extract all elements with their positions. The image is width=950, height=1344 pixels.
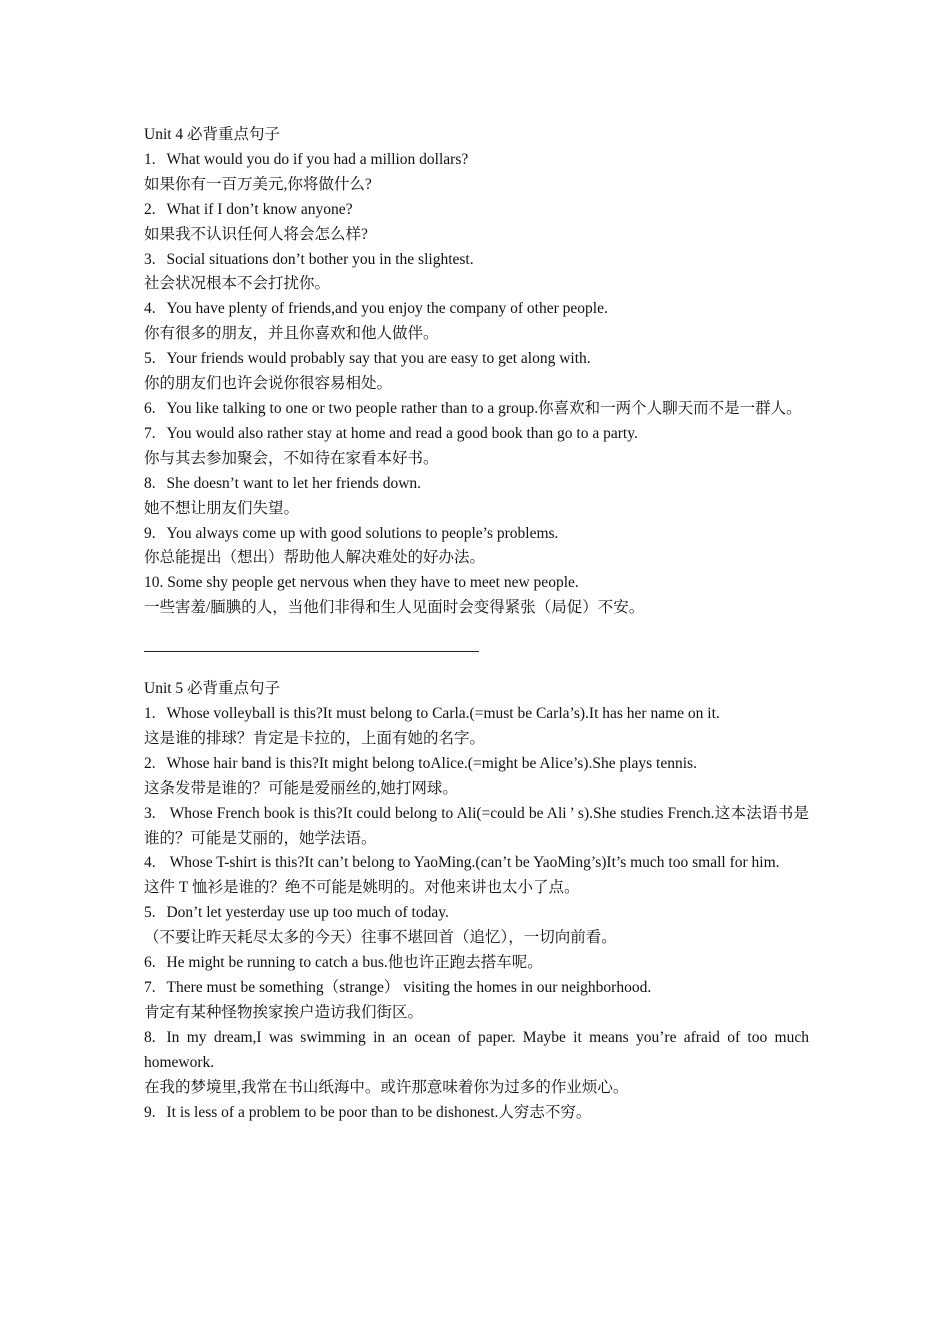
unit5-item-5-en: 5. Don’t let yesterday use up too much of today. <box>144 904 449 922</box>
unit5-heading: Unit 5 必背重点句子 <box>144 680 281 698</box>
unit4-item-10-en: 10. Some shy people get nervous when they have to meet new people. <box>144 574 579 592</box>
unit4-item-5-en: 5. Your friends would probably say that you are easy to get along with. <box>144 350 591 368</box>
unit5-item-1-zh: 这是谁的排球？肯定是卡拉的，上面有她的名字。 <box>144 729 486 747</box>
unit4-item-6-en: 6. You like talking to one or two people rather than to a group.你喜欢和一两个人聊天而不是一群人。 <box>144 399 802 417</box>
unit5-item-5-zh: （不要让昨天耗尽太多的今天）往事不堪回首（追忆），一切向前看。 <box>144 929 617 947</box>
unit4-item-4-en: 4. You have plenty of friends,and you enjoy the company of other people. <box>144 300 608 318</box>
unit5-item-2-en: 2. Whose hair band is this?It might belong toAlice.(=might be Alice’s).She plays tennis. <box>144 754 697 772</box>
unit5-item-4-en: 4. Whose T-shirt is this?It can’t belong to YaoMing.(can’t be YaoMing’s)It’s much too small for him. <box>144 854 780 872</box>
unit5-item-8-zh: 在我的梦境里,我常在书山纸海中。或许那意味着你为过多的作业烦心。 <box>144 1078 629 1096</box>
unit5-item-6-en: 6. He might be running to catch a bus.他也许正跑去搭车呢。 <box>144 954 543 972</box>
section-divider <box>144 651 479 652</box>
unit4-item-2-en: 2. What if I don’t know anyone? <box>144 200 353 218</box>
unit4-heading: Unit 4 必背重点句子 <box>144 126 281 143</box>
unit5-item-3-en: 3. Whose French book is this?It could belong to Ali(=could be Ali ’ s).She studies French.这本法语书是谁的？可能是艾丽的，她学法语。 <box>144 804 809 847</box>
unit5-item-9-en: 9. It is less of a problem to be poor than to be dishonest.人穷志不穷。 <box>144 1103 592 1121</box>
document-page <box>144 123 813 1125</box>
unit4-item-7-en: 7. You would also rather stay at home and read a good book than go to a party. <box>144 424 638 442</box>
unit5-item-4-zh: 这件 T 恤衫是谁的？绝不可能是姚明的。对他来讲也太小了点。 <box>144 879 580 897</box>
unit4-item-10-zh: 一些害羞/腼腆的人，当他们非得和生人见面时会变得紧张（局促）不安。 <box>144 599 645 617</box>
unit5-item-7-en: 7. There must be something（strange） visiting the homes in our neighborhood. <box>144 979 652 996</box>
unit4-item-2-zh: 如果我不认识任何人将会怎么样? <box>144 225 368 243</box>
unit4-item-1-zh: 如果你有一百万美元,你将做什么? <box>144 175 372 193</box>
unit4-item-9-zh: 你总能提出（想出）帮助他人解决难处的好办法。 <box>144 549 486 567</box>
unit4-item-9-en: 9. You always come up with good solutions to people’s problems. <box>144 524 559 542</box>
unit5-item-8-en: 8. In my dream,I was swimming in an ocean of paper. Maybe it means you’re afraid of too much homework. <box>144 1028 813 1071</box>
unit4-item-1-en: 1. What would you do if you had a million dollars? <box>144 150 469 168</box>
unit4-item-8-en: 8. She doesn’t want to let her friends down. <box>144 474 422 492</box>
unit4-item-7-zh: 你与其去参加聚会，不如待在家看本好书。 <box>144 449 439 467</box>
unit4-item-3-zh: 社会状况根本不会打扰你。 <box>144 275 331 293</box>
unit4-item-3-en: 3. Social situations don’t bother you in the slightest. <box>144 250 474 268</box>
unit4-item-4-zh: 你有很多的朋友，并且你喜欢和他人做伴。 <box>144 325 439 343</box>
unit5-item-2-zh: 这条发带是谁的？可能是爱丽丝的,她打网球。 <box>144 779 458 797</box>
unit4-list <box>144 148 809 621</box>
unit5-item-1-en: 1. Whose volleyball is this?It must belong to Carla.(=must be Carla’s).It has her name on it. <box>144 705 720 723</box>
unit4-item-8-zh: 她不想让朋友们失望。 <box>144 499 300 517</box>
unit5-list <box>144 702 813 1125</box>
unit5-item-7-zh: 肯定有某种怪物挨家挨户造访我们街区。 <box>144 1003 424 1021</box>
unit4-item-5-zh: 你的朋友们也许会说你很容易相处。 <box>144 375 393 393</box>
